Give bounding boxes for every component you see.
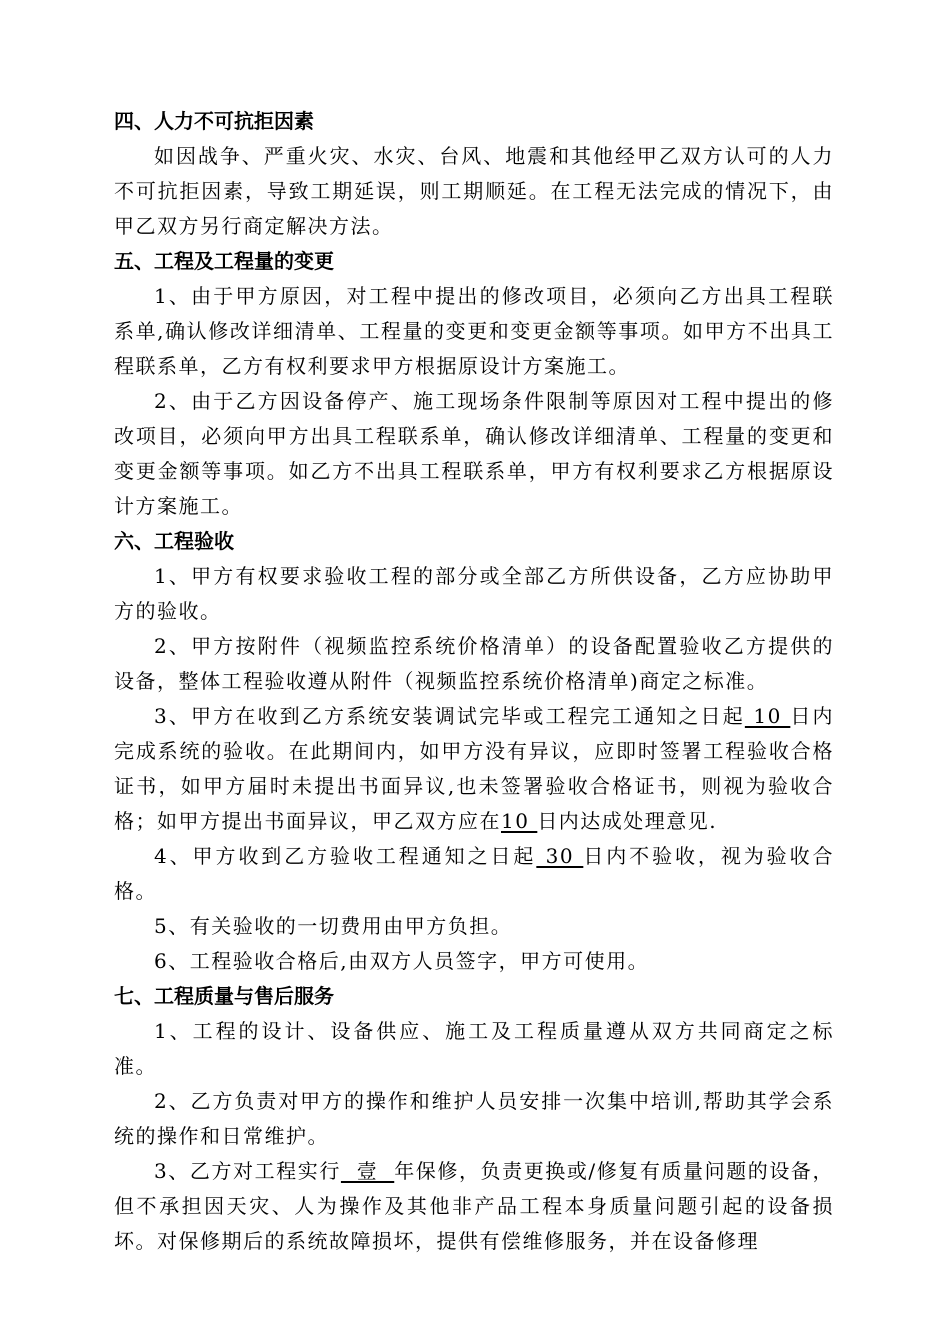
underlined-blank-days: 10 bbox=[501, 809, 538, 833]
paragraph-text: 日内不验收，视为验收合格。 bbox=[114, 844, 834, 903]
underlined-blank-warranty-years: 壹 bbox=[340, 1159, 395, 1183]
paragraph-warranty bbox=[114, 1154, 834, 1259]
paragraph: 1、由于甲方原因，对工程中提出的修改项目，必须向乙方出具工程联系单,确认修改详细清单、工程量的变更和变更金额等事项。如甲方不出具工程联系单，乙方有权利要求甲方根据原设计方案施工。 bbox=[114, 284, 834, 378]
paragraph-text: 年保修，负责更换或/修复有质量问题的设备，但不承担因天灾、人为操作及其他非产品工程本身质量问题引起的设备损坏。对保修期后的系统故障损坏，提供有偿维修服务，并在设备修理 bbox=[114, 1159, 834, 1253]
paragraph-text: 4、甲方收到乙方验收工程通知之日起 bbox=[154, 844, 537, 868]
paragraph: 1、甲方有权要求验收工程的部分或全部乙方所供设备，乙方应协助甲方的验收。 bbox=[114, 564, 834, 623]
paragraph-text: 日内达成处理意见. bbox=[537, 809, 718, 833]
paragraph-acceptance-period bbox=[114, 699, 834, 839]
section-heading-quality-service: 七、工程质量与售后服务 bbox=[114, 984, 334, 1008]
paragraph: 5、有关验收的一切费用由甲方负担。 bbox=[154, 914, 513, 938]
underlined-blank-days: 30 bbox=[536, 844, 584, 868]
paragraph: 6、工程验收合格后,由双方人员签字，甲方可使用。 bbox=[154, 949, 650, 973]
paragraph: 1、工程的设计、设备供应、施工及工程质量遵从双方共同商定之标准。 bbox=[114, 1019, 834, 1078]
paragraph: 2、乙方负责对甲方的操作和维护人员安排一次集中培训,帮助其学会系统的操作和日常维护。 bbox=[114, 1089, 834, 1148]
section-heading-acceptance: 六、工程验收 bbox=[114, 529, 234, 553]
paragraph: 2、由于乙方因设备停产、施工现场条件限制等原因对工程中提出的修改项目，必须向甲方出具工程联系单，确认修改详细清单、工程量的变更和变更金额等事项。如乙方不出具工程联系单，甲方有权利要求乙方根据原设计方案施工。 bbox=[114, 389, 834, 518]
paragraph-text: 3、乙方对工程实行 bbox=[154, 1159, 341, 1183]
paragraph: 如因战争、严重火灾、水灾、台风、地震和其他经甲乙双方认可的人力不可抗拒因素，导致工期延误，则工期顺延。在工程无法完成的情况下，由甲乙双方另行商定解决方法。 bbox=[114, 144, 834, 238]
paragraph: 2、甲方按附件（视频监控系统价格清单）的设备配置验收乙方提供的设备，整体工程验收遵从附件（视频监控系统价格清单)商定之标准。 bbox=[114, 634, 834, 693]
underlined-blank-days: 10 bbox=[744, 704, 791, 728]
document-body bbox=[114, 104, 834, 1259]
paragraph-text: 3、甲方在收到乙方系统安装调试完毕或工程完工通知之日起 bbox=[154, 704, 745, 728]
paragraph-deemed-acceptance bbox=[114, 839, 834, 909]
section-heading-force-majeure: 四、人力不可抗拒因素 bbox=[114, 109, 314, 133]
paragraph-text: 日内完成系统的验收。在此期间内，如甲方没有异议，应即时签署工程验收合格证书，如甲方届时未提出书面异议,也未签署验收合格证书，则视为验收合格；如甲方提出书面异议，甲乙双方应在 bbox=[114, 704, 834, 833]
section-heading-changes: 五、工程及工程量的变更 bbox=[114, 249, 334, 273]
